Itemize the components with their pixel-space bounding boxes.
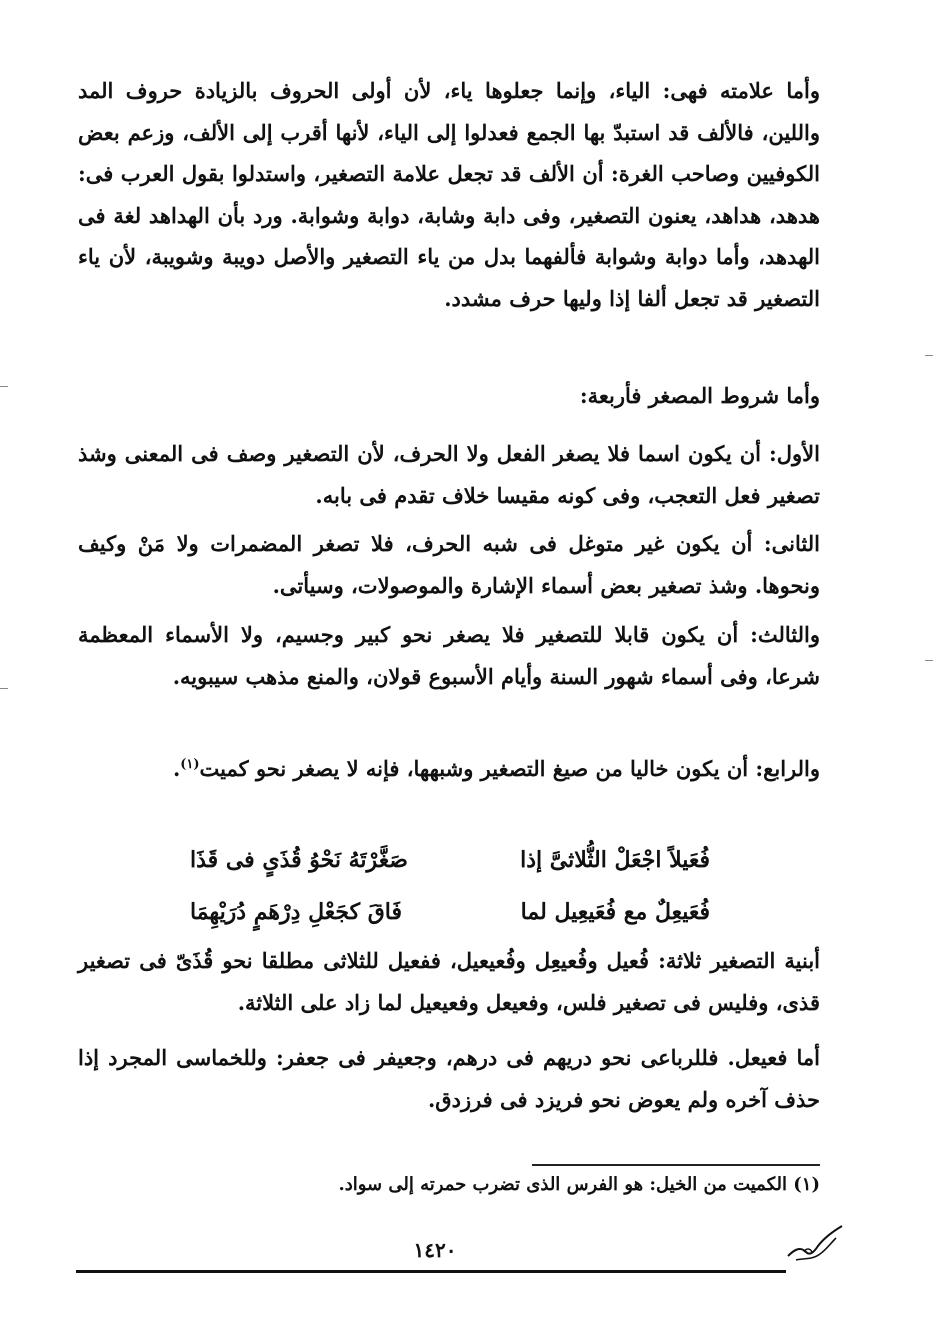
footnote-reference[interactable]: (١) bbox=[180, 757, 200, 772]
footnote-divider bbox=[532, 1164, 820, 1166]
paragraph-third-condition bbox=[78, 614, 820, 697]
paragraph-body: والرابع: أن يكون خاليا من صيغ التصغير وشبهها، فإنه لا يصغر نحو كميت bbox=[199, 756, 820, 781]
paragraph-conditions-heading bbox=[78, 375, 820, 417]
poem-line bbox=[190, 834, 710, 886]
hemistich-left: فَاقَ كجَعْلِ دِرْهَمٍ دُرَيْهِمَا bbox=[190, 899, 402, 925]
bottom-divider bbox=[76, 1270, 786, 1273]
paragraph-text bbox=[78, 748, 820, 790]
paragraph-text: الأول: أن يكون اسما فلا يصغر الفعل ولا الحرف، لأن التصغير وصف فى المعنى وشذ تصغير فعل التعجب، وفى كونه مقيسا خلاف تقدم فى بابه. bbox=[78, 441, 820, 508]
paragraph-text: أبنية التصغير ثلاثة: فُعيل وفُعيعِل وفُعيعيل، ففعيل للثلاثى مطلقا نحو قُذَىّ فى تصغير قذى، وفليس فى تصغير فلس، وفعيعل وفعيعيل لما زاد على الثلاثة. bbox=[78, 948, 820, 1015]
paragraph-fourth-condition bbox=[78, 748, 820, 790]
paragraph-text: أما فعيعل. فللرباعى نحو دريهم فى درهم، وجعيفر فى جعفر: وللخماسى المجرد إذا حذف آخره ولم يعوض نحو فريزد فى فرزدق. bbox=[78, 1045, 820, 1112]
paragraph-first-condition bbox=[78, 433, 820, 516]
hemistich-right: فُعَيعِلٌ مع فُعَيعِيل لما bbox=[520, 899, 710, 925]
poem-line bbox=[190, 886, 710, 938]
paragraph-sign-of-diminutive bbox=[78, 70, 820, 319]
margin-tick bbox=[925, 660, 933, 661]
margin-tick bbox=[0, 386, 8, 387]
paragraph-text: الثانى: أن يكون غير متوغل فى شبه الحرف، فلا تصغر المضمرات ولا مَنْ وكيف ونحوها. وشذ تصغير بعض أسماء الإشارة والموصولات، وسيأتى. bbox=[78, 531, 820, 598]
paragraph-text: وأما شروط المصغر فأربعة: bbox=[579, 383, 820, 408]
paragraph-second-condition bbox=[78, 523, 820, 606]
hemistich-right: فُعَيلاً اجْعَلْ الثُّلاثىَّ إذا bbox=[520, 847, 710, 873]
paragraph-diminutive-patterns bbox=[78, 940, 820, 1023]
paragraph-text: والثالث: أن يكون قابلا للتصغير فلا يصغر نحو كبير وجسيم، ولا الأسماء المعظمة شرعا، وفى أسماء شهور السنة وأيام الأسبوع قولان، والمنع مذهب سيبويه. bbox=[78, 622, 820, 689]
margin-tick bbox=[0, 688, 8, 689]
margin-tick bbox=[925, 355, 933, 356]
paragraph-end: . bbox=[172, 756, 181, 781]
paragraph-text: وأما علامته فهى: الياء، وإنما جعلوها ياء، لأن أولى الحروف بالزيادة حروف المد واللين، فالألف قد استبدّ بها الجمع فعدلوا إلى الياء، لأنها أقرب إلى الألف، وزعم بعض الكوفيين وصاحب الغرة: أن الألف قد تجعل علامة التصغير، واستدلوا بقول العرب فى: هدهد، هداهد، يعنون التصغير، وفى دابة وشابة، دوابة وشوابة. ورد بأن الهداهد لغة فى الهدهد، وأما دوابة وشوابة فألفهما بدل من ياء التصغير والأصل دويبة وشويبة، لأن ياء التصغير قد تجعل ألفا إذا وليها حرف مشدد. bbox=[78, 78, 820, 311]
footnote: (١) الكميت من الخيل: هو الفرس الذى تضرب حمرته إلى سواد. bbox=[338, 1174, 820, 1195]
page-number: ١٤٢٠ bbox=[413, 1238, 457, 1262]
poem-verses bbox=[190, 834, 710, 938]
paragraph-quadrilateral-pattern bbox=[78, 1037, 820, 1120]
hemistich-left: صَغَّرْتَهُ نَحْوُ قُذَىٍ فى قَذَا bbox=[190, 847, 408, 873]
signature-mark-icon bbox=[784, 1222, 846, 1266]
